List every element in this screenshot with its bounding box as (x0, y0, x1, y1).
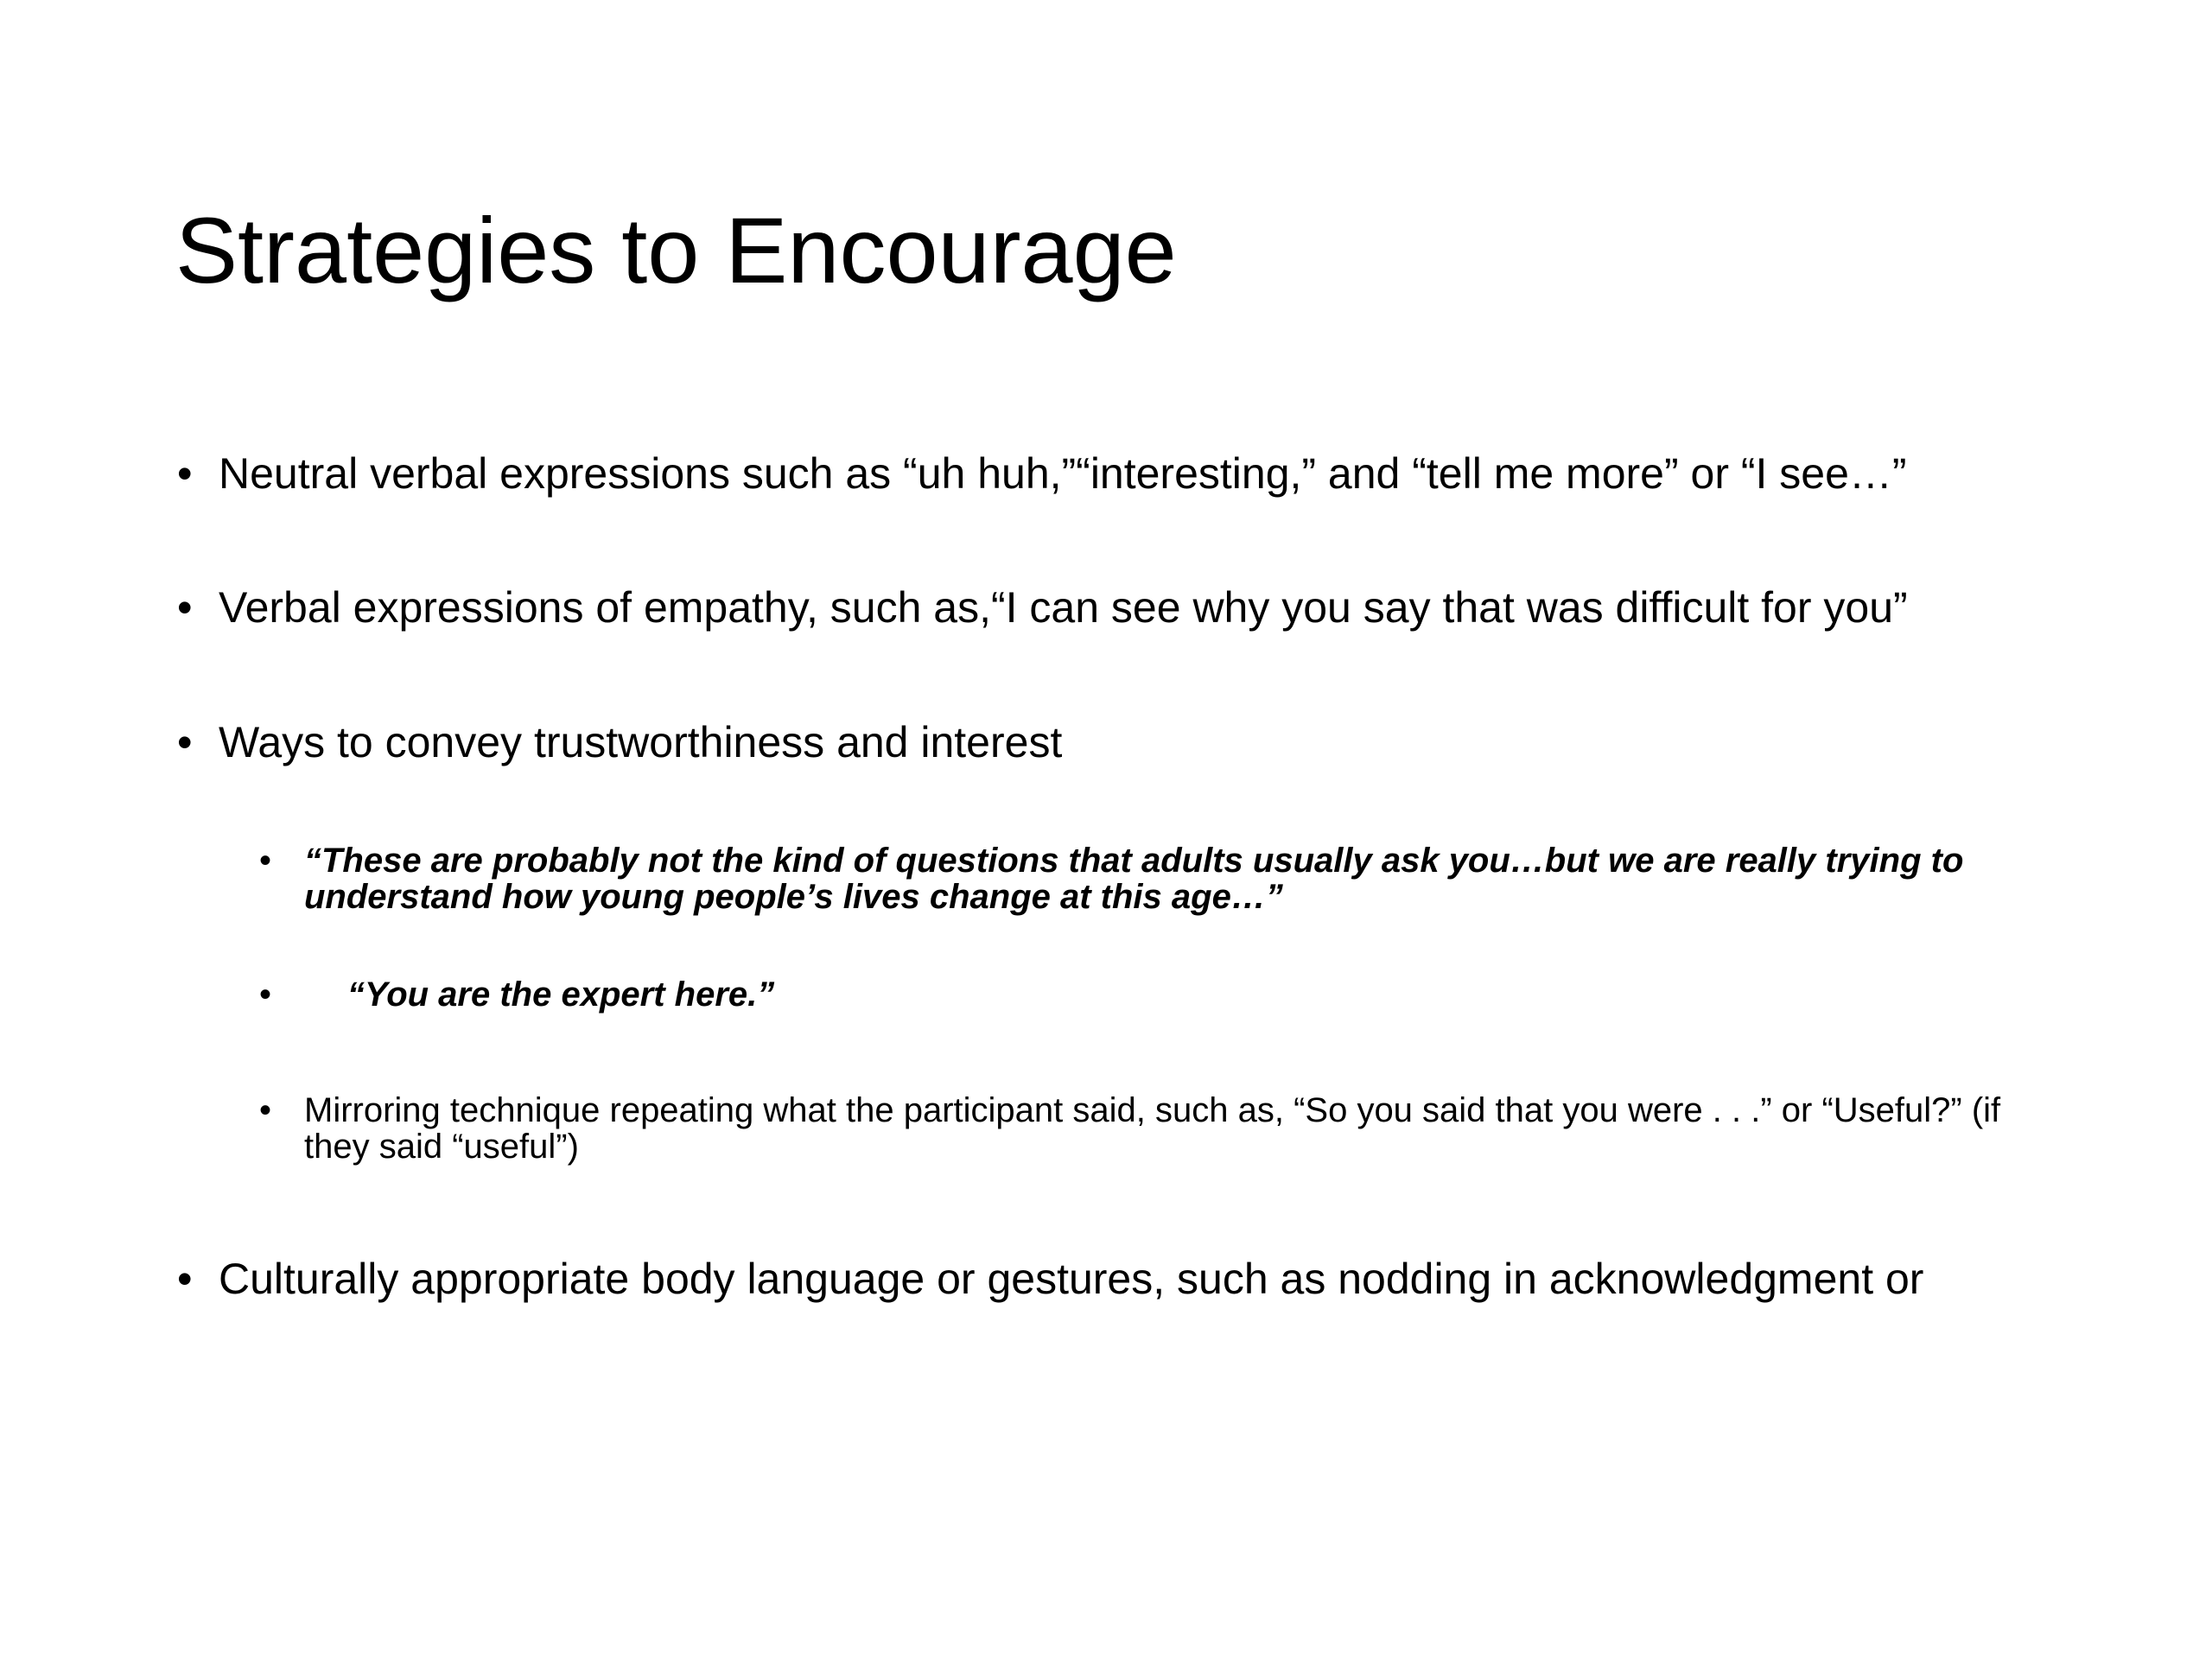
bullet-item (177, 582, 1908, 633)
bullet-marker: • (259, 976, 272, 1014)
slide-title: Strategies to Encourage (175, 198, 1177, 302)
bullet-marker: • (177, 1255, 193, 1303)
bullet-text: Culturally appropriate body language or gestures, such as nodding in acknowledgment or (219, 1255, 1924, 1303)
sub-bullet-text: “You are the expert here.” (347, 976, 775, 1014)
bullet-marker: • (259, 842, 272, 880)
bullet-marker: • (177, 583, 193, 632)
sub-bullet-item (259, 976, 2031, 1013)
sub-bullet-text: Mirroring technique repeating what the participant said, such as, “So you said that you were . . .” or “Useful?” (if they said “useful”) (304, 1091, 2001, 1166)
bullet-item (177, 1253, 1923, 1305)
bullet-marker: • (177, 449, 193, 498)
bullet-item (177, 448, 1907, 499)
sub-bullet-text: “These are probably not the kind of questions that adults usually ask you…but we are really trying to understand how young people’s lives change at this age…” (304, 842, 1964, 916)
bullet-text: Verbal expressions of empathy, such as,“I can see why you say that was difficult for you” (219, 583, 1908, 632)
bullet-marker: • (177, 718, 193, 766)
sub-bullet-item (259, 842, 2031, 915)
sub-bullet-item (259, 1092, 2031, 1165)
bullet-marker: • (259, 1091, 272, 1129)
bullet-text: Neutral verbal expressions such as “uh huh,”“interesting,” and “tell me more” or “I see…” (219, 449, 1907, 498)
bullet-item (177, 716, 1062, 768)
bullet-text: Ways to convey trustworthiness and interest (219, 718, 1063, 766)
